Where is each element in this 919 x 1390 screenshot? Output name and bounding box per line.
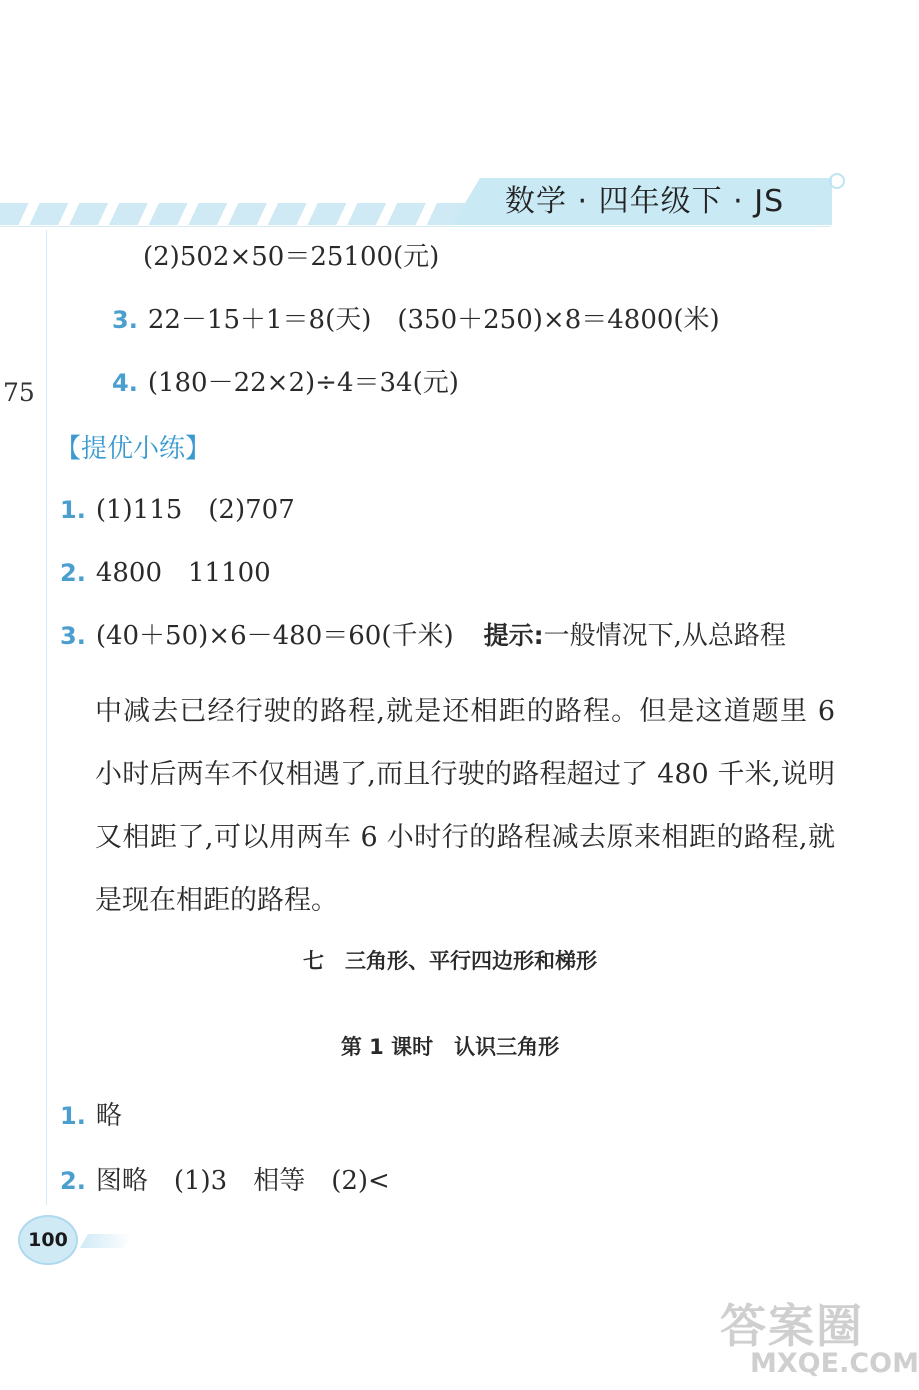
margin-page-number: 75 [3, 378, 35, 407]
page-number-decoration [80, 1234, 132, 1248]
item-number: 3. [60, 622, 86, 650]
item-number: 3. [112, 306, 138, 334]
answer-text: 4800 11100 [95, 558, 271, 588]
practice-line [60, 619, 786, 653]
practice-line [60, 556, 271, 590]
item-number: 4. [112, 369, 138, 397]
watermark-text: 答案圈 [720, 1299, 864, 1353]
hint-label: 提示: [483, 621, 544, 650]
answer-text: 略 [95, 1101, 122, 1131]
answer-text: (180－22×2)÷4＝34(元) [147, 368, 459, 398]
watermark-logo [720, 1290, 919, 1385]
chapter-title: 七 三角形、平行四边形和梯形 [303, 949, 597, 973]
answer-text: 22－15＋1＝8(天) (350＋250)×8＝4800(米) [147, 305, 720, 335]
answer-text: (40＋50)×6－480＝60(千米) [95, 621, 454, 651]
top-divider [0, 226, 830, 227]
page-number: 100 [28, 1229, 68, 1251]
answer-text: (1)115 (2)707 [95, 495, 295, 525]
answer-text: (2)502×50＝25100(元) [143, 242, 440, 272]
hint-paragraph: 中减去已经行驶的路程,就是还相距的路程。但是这道题里 6 小时后两车不仅相遇了,而且行驶的路程超过了 480 千米,说明又相距了,可以用两车 6 小时行的路程减去原来相距的路程,就是现在相距的路程。 [95, 696, 835, 916]
lesson-title: 第 1 课时 认识三角形 [340, 1035, 560, 1059]
header-circle-decoration [829, 173, 845, 189]
answer-line [143, 240, 439, 274]
watermark-url: MXQE.COM [750, 1348, 919, 1379]
hint-text: 一般情况下,从总路程 [543, 621, 786, 651]
answer-line [112, 366, 459, 400]
section-heading: 【提优小练】 [55, 434, 212, 464]
item-number: 2. [60, 559, 86, 587]
answer-line [112, 303, 720, 337]
header-stripes [0, 203, 470, 225]
header-title: 数学 · 四年级下 · JS [505, 184, 785, 219]
answer-line [60, 1099, 122, 1133]
answer-line [60, 1164, 390, 1198]
practice-line [60, 493, 295, 527]
page-number-badge [18, 1215, 78, 1265]
item-number: 1. [60, 1102, 86, 1130]
item-number: 1. [60, 496, 86, 524]
item-number: 2. [60, 1167, 86, 1195]
answer-text: 图略 (1)3 相等 (2)< [95, 1166, 390, 1196]
